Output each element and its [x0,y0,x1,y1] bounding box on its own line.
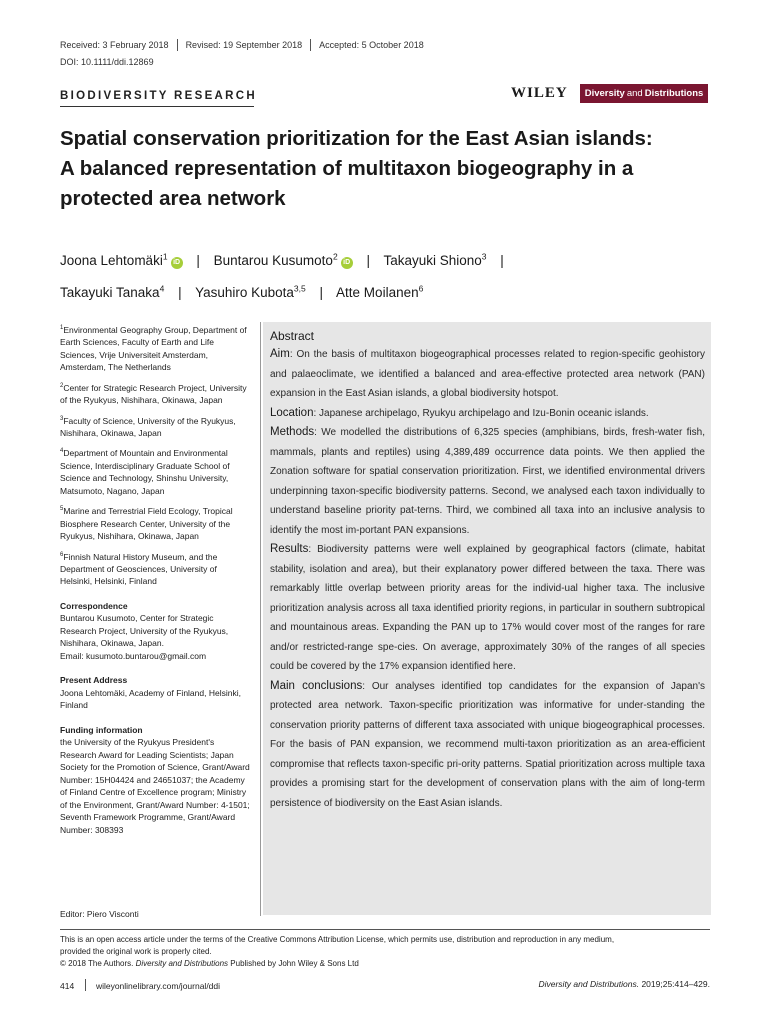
author-list [60,242,720,307]
abstract-label: Methods [270,426,315,438]
author-name[interactable]: Yasuhiro Kubota$^{3,5}$ [195,283,306,300]
journal-url[interactable]: wileyonlinelibrary.com/journal/ddi [95,981,221,991]
copyright-line: © 2018 The Authors. Diversity and Distributions Published by John Wiley & Sons Ltd [60,959,359,968]
abstract-section: Main conclusions: Our analyses identified top candidates for the expansion of Japan's protected area network. Taxon-specific prioritization was informative for under-standing the conservation priority patterns of different taxa associated with unique biogeographical processes. For the basis of PAN expansion, we recommend multi-taxon prioritization as an area-efficient compromise that reflects taxon-specific pri-ority patterns. Spatial prioritization across multiple taxa provides a promising start for the development of conservation plans with the aim of long-term persistence of biodiversity on the East Asian islands. [270,679,706,809]
accepted-date: Accepted: 5 October 2018 [319,40,424,50]
license-line: provided the original work is properly cited. [60,947,212,956]
affiliation: $^6$Finnish Natural History Museum, and the Department of Geosciences, University of Helsinki, Helsinki, Finland [60,551,218,587]
abstract-section: Aim: On the basis of multitaxon biogeographical processes related to region-specific geohistory and palaeoclimate, we identified a balanced and area-effective protected area network (PAN) expansion in the East Asian islands, a global biodiversity hotspot. [270,348,706,399]
author-separator: | [366,252,370,268]
correspondence-text: Buntarou Kusumoto, Center for Strategic Research Project, University of the Ryukyus, Nishihara, Okinawa, Japan. [60,613,229,649]
present-address [60,674,250,712]
doi: DOI: 10.1111/ddi.12869 [60,57,154,67]
received-date: Received: 3 February 2018 [60,40,169,50]
abstract-box [263,322,711,915]
journal-badge-part2: and [626,88,643,99]
present-address-text: Joona Lehtomäki, Academy of Finland, Helsinki, Finland [60,687,241,711]
affiliation: $^5$Marine and Terrestrial Field Ecology, Tropical Biosphere Research Center, University of the Ryukyus, Nishihara, Okinawa, Japan [60,506,233,542]
column-divider [260,322,261,916]
orcid-icon[interactable]: iD [171,257,183,269]
abstract-label: Results [270,543,309,555]
journal-badge-part3: Distributions [644,88,704,99]
affiliation: $^2$Center for Strategic Research Project, University of the Ryukyus, Nishihara, Okinawa, Japan [60,382,247,406]
affiliation: $^4$Department of Mountain and Environmental Science, Interdisciplinary Graduate School of Science and Technology, Shinshu University, Matsumoto, Nagano, Japan [60,448,230,496]
present-address-heading: Present Address [60,675,128,686]
correspondence-email[interactable]: Email: kusumoto.buntarou@gmail.com [60,650,207,661]
author-line [60,242,720,275]
title-line: protected area network [60,187,286,210]
citation: Diversity and Distributions. 2019;25:414–429. [538,979,710,989]
orcid-icon[interactable]: iD [341,257,353,269]
journal-badge [580,84,708,103]
date-divider [177,39,178,51]
footer-divider [85,979,86,991]
article-title [60,124,720,214]
author-name[interactable]: Buntarou Kusumoto$^2$ [213,251,338,268]
page-number: 414 [60,981,75,991]
author-name[interactable]: Takayuki Shiono$^3$ [383,251,487,268]
author-separator: | [319,285,324,300]
title-line: Spatial conservation prioritization for the East Asian islands: [60,127,653,150]
abstract-section: Location: Japanese archipelago, Ryukyu archipelago and Izu-Bonin oceanic islands. [270,406,649,419]
revised-date: Revised: 19 September 2018 [185,40,303,50]
funding-text: the University of the Ryukyus President's Research Award for Leading Scientists; Japan Society for the Promotion of Science, Grant/Award Number: 15H04424 and 24651037; the Academy of Finland Centre of Excellence program; Ministry of the Environment, Grant/Award Number: 4-1501; Seventh Framework Programme, Grant/Award Number: 308393 [60,737,250,835]
author-separator: | [178,285,182,300]
abstract-section: Results: Biodiversity patterns were well explained by geographical factors (climate, habitat stability, isolation and area), but their explanatory power differed between the taxa. There was remarkably little overlap between priority areas for the individ-ual higher taxa. The inclusive prioritization analysis across all taxa identified priority regions, in particular in southern subtropical and mountainous areas. Expanding the PAN up to 17% would cover most of the ranges for rare and/or restricted-range spe-cies. On average, approximately 30% of the ranges of all species could be covered by the 17% expansion identified here. [270,543,705,672]
funding-information [60,724,250,837]
abstract-section: Methods: We modelled the distributions of 6,325 species (amphibians, birds, fresh-water fish, mammals, plants and reptiles) using 4,389,489 occurrence data points. We then applied the Zonation software for spatial conservation prioritization. First, we identified environmental drivers underpinning taxon-specific biodiversity patterns. Second, we analysed each taxon individually to understand baseline priority pat-terns. Third, we combined all taxa into an inclusive analysis to identify the most im-portant PAN expansions. [270,426,705,536]
abstract-label: Aim [270,348,290,360]
author-separator: | [500,252,504,268]
abstract-label: Main conclusions [270,679,363,692]
abstract-heading: Abstract [270,329,315,343]
author-name[interactable]: Joona Lehtomäki$^1$ [60,251,168,268]
section-underline [60,106,254,107]
page-footer [60,979,710,991]
affiliation: $^3$Faculty of Science, University of the Ryukyus, Nishihara, Okinawa, Japan [60,415,236,438]
abstract-label: Location [270,406,314,419]
editor: Editor: Piero Visconti [60,909,139,919]
article-dates [60,39,424,51]
license-line: This is an open access article under the terms of the Creative Commons Attribution License, which permits use, distribution and reproduction in any medium, [60,935,615,944]
license-divider [60,929,710,930]
author-name[interactable]: Takayuki Tanaka$^4$ [60,283,165,300]
journal-badge-part1: Diversity [584,88,625,99]
author-name[interactable]: Atte Moilanen$^6$ [336,283,424,300]
section-label: BIODIVERSITY RESEARCH [60,90,257,102]
affiliation: $^1$Environmental Geography Group, Department of Earth Sciences, Faculty of Earth and Life Sciences, Vrije Universiteit Amsterdam, Amsterdam, The Netherlands [60,324,247,373]
license-notice [60,934,710,970]
correspondence [60,600,250,663]
publisher-logo: WILEY [511,85,568,101]
author-line [60,275,720,308]
correspondence-heading: Correspondence [60,600,128,611]
funding-heading: Funding information [60,724,143,735]
title-line: A balanced representation of multitaxon biogeography in a [60,157,634,180]
date-divider [310,39,311,51]
author-separator: | [196,252,200,268]
affiliations-column [60,322,250,842]
